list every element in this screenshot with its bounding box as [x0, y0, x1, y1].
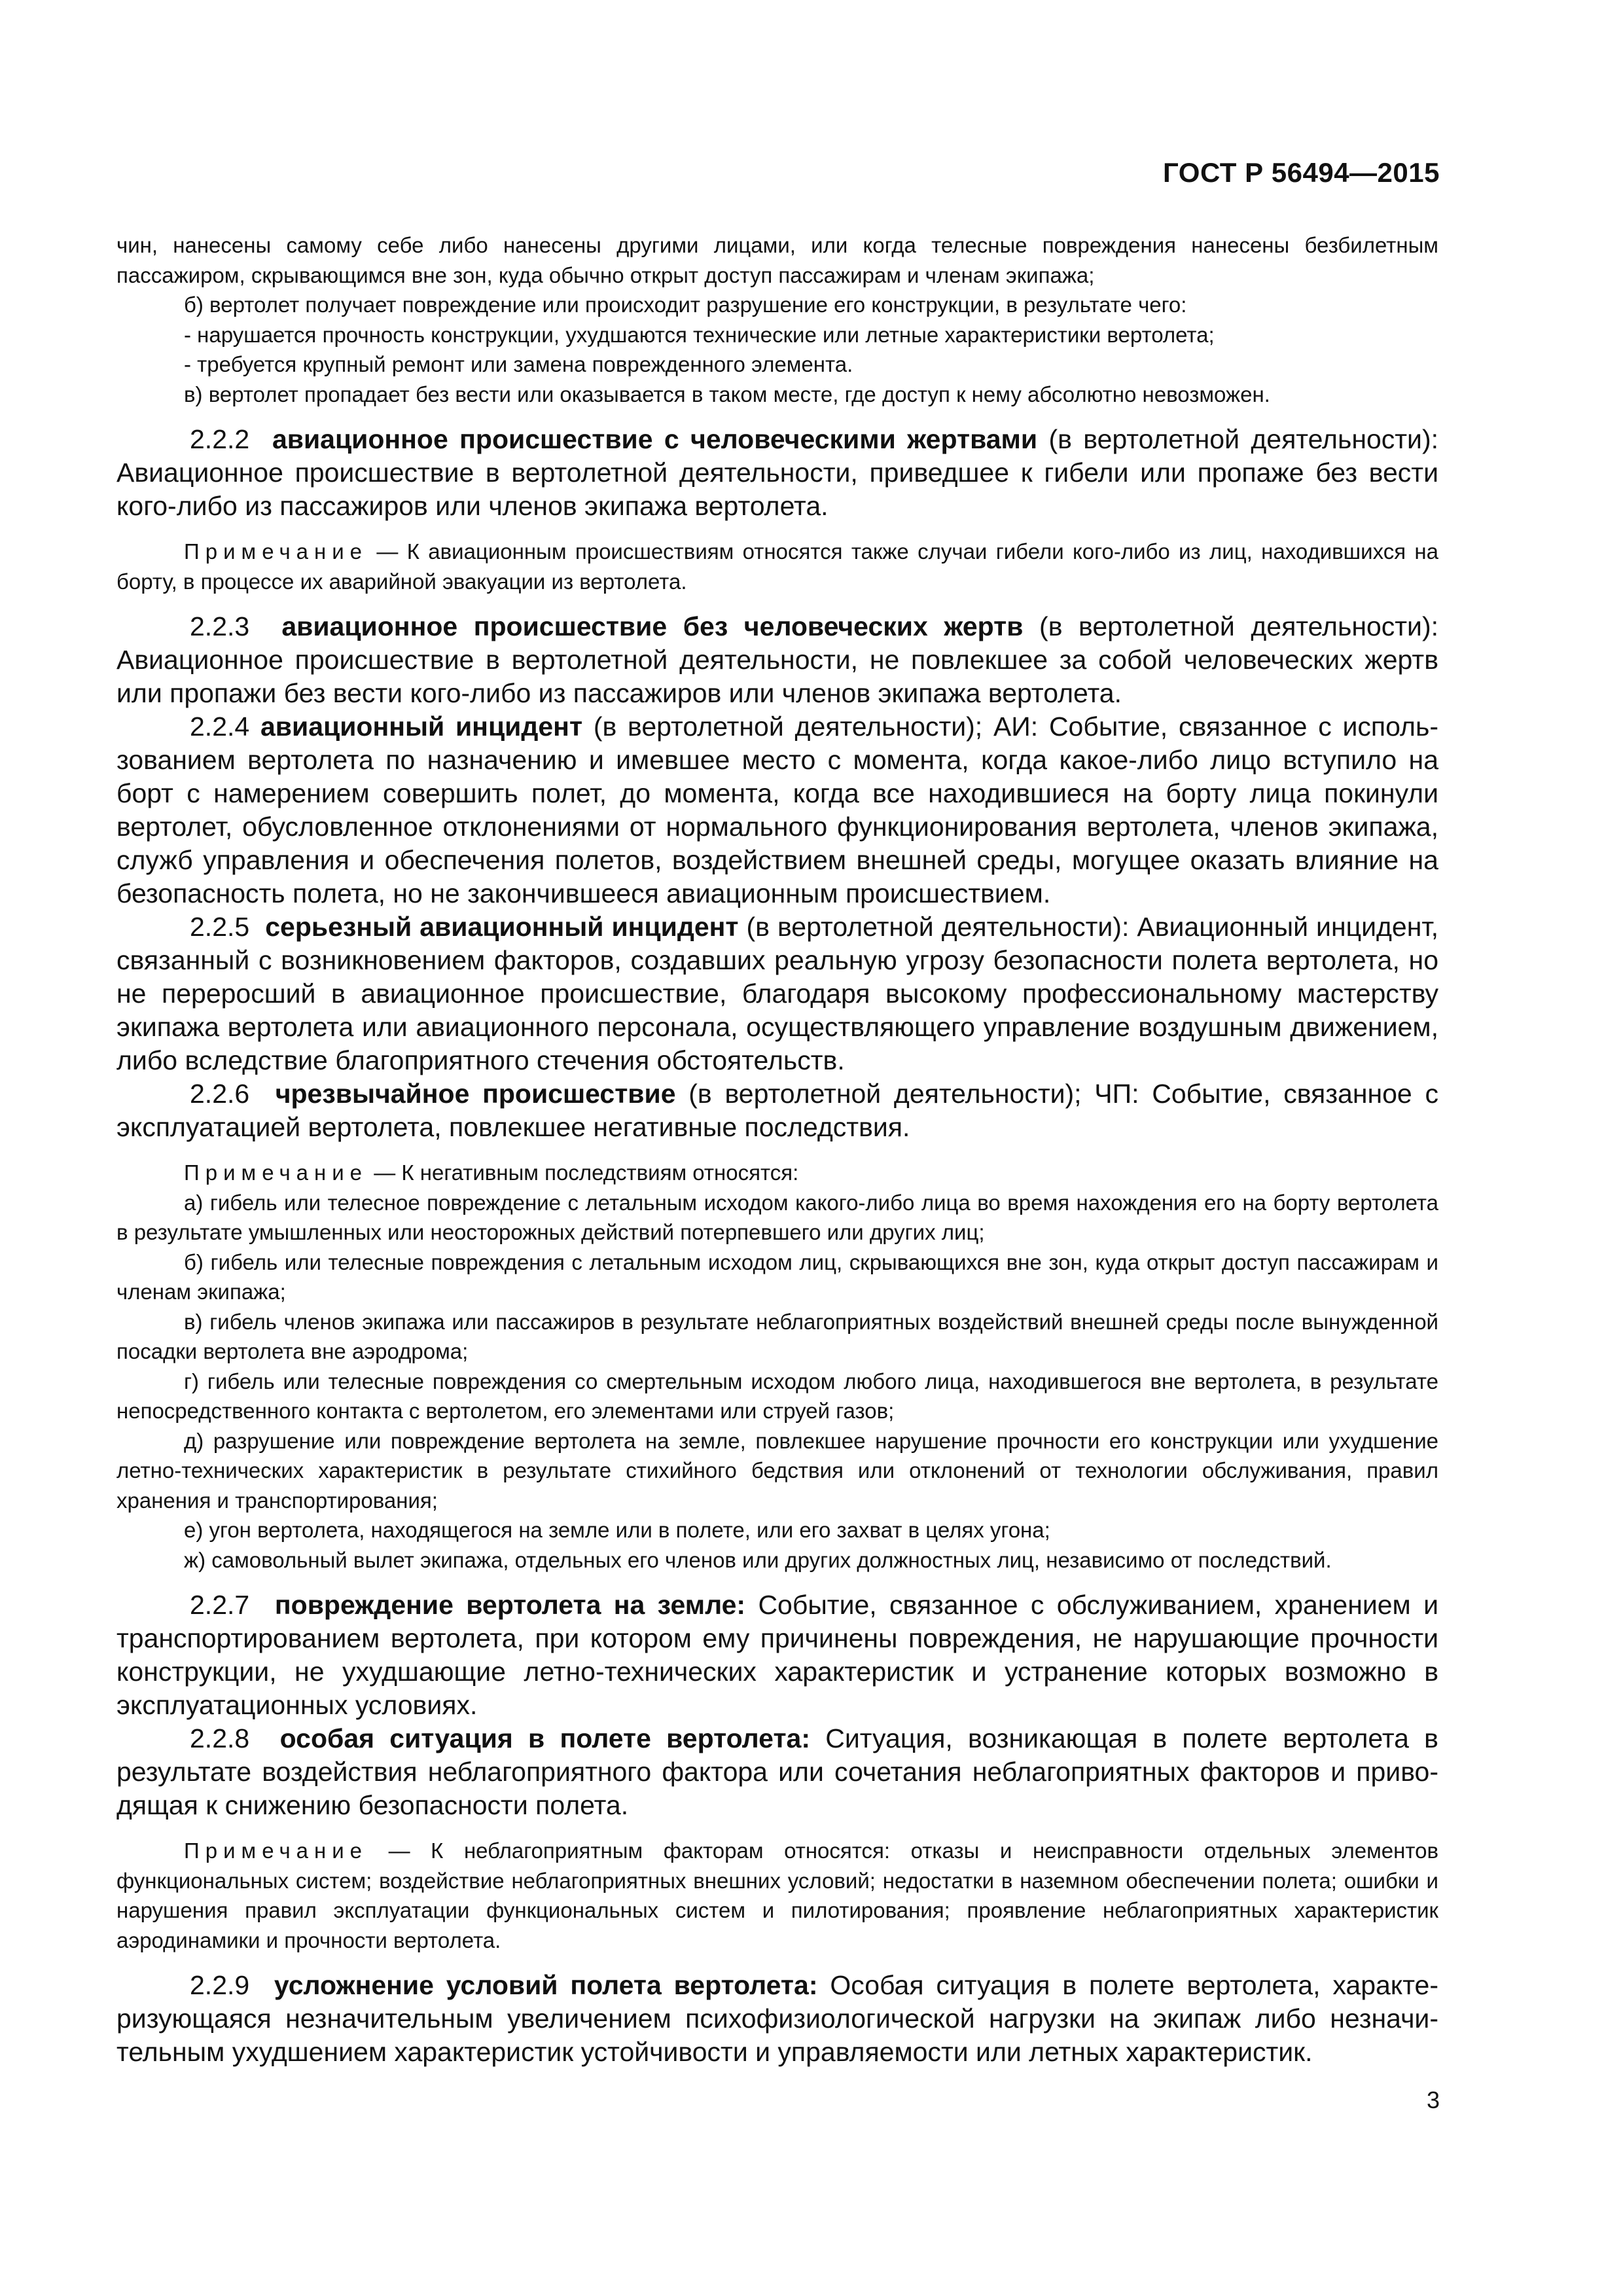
note-label: Примечание [184, 539, 368, 564]
note-2-item-zh: ж) самовольный вылет экипажа, отдельных его членов или других должностных лиц, независимо от последствий. [184, 1547, 1332, 1572]
note-text: — К авиационным происшествиям относятся также случаи гибели кого-либо из лиц, находившихся на борту, в процессе их аварийной эвакуации из вертолета. [116, 539, 1439, 594]
section-term: серьезный авиационный инцидент [265, 912, 739, 942]
note-label: Примечание [184, 1160, 368, 1185]
section-term: авиационное происшествие с человеческими жертвами [272, 424, 1038, 454]
section-2-2-4 [116, 710, 1438, 910]
list-item-v: в) вертолет пропадает без вести или оказывается в таком месте, где доступ к нему абсолютно невозможен. [184, 382, 1270, 406]
section-text: (в вертолетной деятельности): Авиационное происшествие в вертолетной деятельности, приведшее к гибели или пропаже без вести кого-либо из пассажиров или членов экипажа вертолета. [116, 424, 1438, 521]
section-2-2-8 [116, 1722, 1438, 1822]
section-number: 2.2.6 [190, 1079, 250, 1109]
dash-item-2: - требуется крупный ремонт или замена поврежденного элемента. [184, 352, 853, 376]
note-3 [116, 1836, 1438, 1955]
section-2-2-9 [116, 1969, 1438, 2069]
list-item-b: б) вертолет получает повреждение или происходит разрушение его конструкции, в результате чего: [184, 293, 1187, 317]
section-text: Событие, связанное с обслуживанием, хранением и транспортированием вертолета, при котором ему причинены повреждения, не нарушающие прочности конструкции, не ухудшающие летно-технических характеристик и устранение которых возможно в эксплуатационных условиях. [116, 1590, 1438, 1720]
section-number: 2.2.9 [190, 1970, 250, 2000]
section-2-2-3 [116, 610, 1438, 710]
note-2-item-a: а) гибель или телесное повреждение с летальным исходом какого-либо лица во время нахождения его на борту вертолета в результате умышленных или неосторожных действий потерпевшего или других лиц; [116, 1190, 1438, 1244]
continuation-text: чин, нанесены самому себе либо нанесены другими лицами, или когда телесные повреждения нанесены безбилетным пассажиром, скрывающимся вне зон, куда обычно открыт доступ пассажирам и членам экипажа; [116, 233, 1438, 287]
section-text: (в вертолетной деятельности); ЧП: Событие, связанное с эксплуатацией вертолета, повлекшее негативные последствия. [116, 1079, 1438, 1142]
note-text: — К негативным последствиям относятся: [374, 1160, 799, 1185]
note-2-item-g: г) гибель или телесные повреждения со смертельным исходом любого лица, находившегося вне вертолета, в результате непосредственного контакта с вертолетом, его элементами или струей газов; [116, 1369, 1438, 1423]
section-number: 2.2.3 [190, 611, 250, 641]
section-text: (в вертолетной деятельности): Авиационное происшествие в вертолетной деятельности, не повлекшее за собой человеческих жертв или пропажи без вести кого-либо из пассажиров или членов экипажа вертолета. [116, 611, 1438, 708]
document-body [116, 230, 1438, 2069]
section-term: чрезвычайное происшествие [275, 1079, 676, 1109]
note-2-item-e: е) угон вертолета, находящегося на земле или в полете, или его захват в целях угона; [184, 1518, 1050, 1542]
section-number: 2.2.7 [190, 1590, 250, 1620]
section-term: усложнение условий полета вертолета: [274, 1970, 818, 2000]
dash-item-1: - нарушается прочность конструкции, ухудшаются технические или летные характеристики вертолета; [184, 322, 1215, 347]
section-number: 2.2.5 [190, 912, 250, 942]
note-2 [116, 1158, 1438, 1188]
note-text: — К неблагоприятным факторам относятся: отказы и неисправности отдельных элементов функциональных систем; воздействие неблагоприятных внешних условий; недостатки в наземном обеспечении полета; ошибки и нарушения правил эксплуатации функциональных систем и пилотирования; проявление неблагоприятных характеристик аэродинамики и прочности вертолета. [116, 1839, 1438, 1952]
section-term: авиационное происшествие без человеческих жертв [281, 611, 1024, 641]
section-term: повреждение вертолета на земле: [274, 1590, 746, 1620]
section-term: особая ситуация в полете вертолета: [279, 1723, 810, 1753]
section-number: 2.2.4 [190, 711, 250, 742]
section-2-2-7 [116, 1588, 1438, 1722]
document-id-header: ГОСТ Р 56494—2015 [1163, 157, 1440, 188]
section-2-2-2 [116, 423, 1438, 523]
section-text: (в вертолетной деятельности): Авиационный инцидент, связанный с возникновением факторов, создавших реальную угрозу безопасности полета вертолета, но не переросший в авиационное происшествие, благодаря высокому профессиональному мастерству экипажа вертолета или авиационного персонала, осуществляющего управление воздушным движением, либо вследствие благоприятного стечения обстоятельств. [116, 912, 1438, 1075]
note-2-item-v: в) гибель членов экипажа или пассажиров в результате неблагоприятных воздействий внешней среды после вынужденной посадки вертолета вне аэродрома; [116, 1309, 1438, 1363]
section-2-2-6 [116, 1077, 1438, 1144]
page-number: 3 [1427, 2087, 1440, 2113]
note-2-item-b: б) гибель или телесные повреждения с летальным исходом лиц, скрывающихся вне зон, куда открыт доступ пассажирам и членам экипажа; [116, 1249, 1438, 1304]
section-number: 2.2.2 [190, 424, 250, 454]
note-2-item-d: д) разрушение или повреждение вертолета на земле, повлекшее нарушение прочности его конструкции или ухудшение летно-технических характеристик в результате стихийного бедствия или отклонений от технологии обслуживания, правил хранения и транспортирования; [116, 1428, 1438, 1513]
note-label: Примечание [184, 1839, 368, 1863]
section-text: Ситуация, возникающая в полете вертолета в результате воздействия неблагоприятного фактора или сочетания неблагоприятных факторов и приводящая к снижению безопасности полета. [116, 1723, 1438, 1820]
note-1 [116, 537, 1438, 596]
section-2-2-5 [116, 910, 1438, 1077]
section-text: Особая ситуация в полете вертолета, характеризующаяся незначительным увеличением психофизиологической нагрузки на экипаж либо незначительным ухудшением характеристик устойчивости и управляемости или летных характеристик. [116, 1970, 1438, 2067]
section-number: 2.2.8 [190, 1723, 250, 1753]
section-term: авиационный инцидент [260, 711, 583, 742]
section-text: (в вертолетной деятельности); АИ: Событие, связанное с использованием вертолета по назначению и имевшее место с момента, когда какое-либо лицо вступило на борт с намерением совершить полет, до момента, когда все находившиеся на борту лица покинули вертолет, обусловленное отклонениями от нормального функционирования вертолета, членов экипажа, служб управления и обеспечения полетов, воздействием внешней среды, могущее оказать влияние на безопасность полета, но не закончившееся авиационным происшествием. [116, 711, 1438, 908]
